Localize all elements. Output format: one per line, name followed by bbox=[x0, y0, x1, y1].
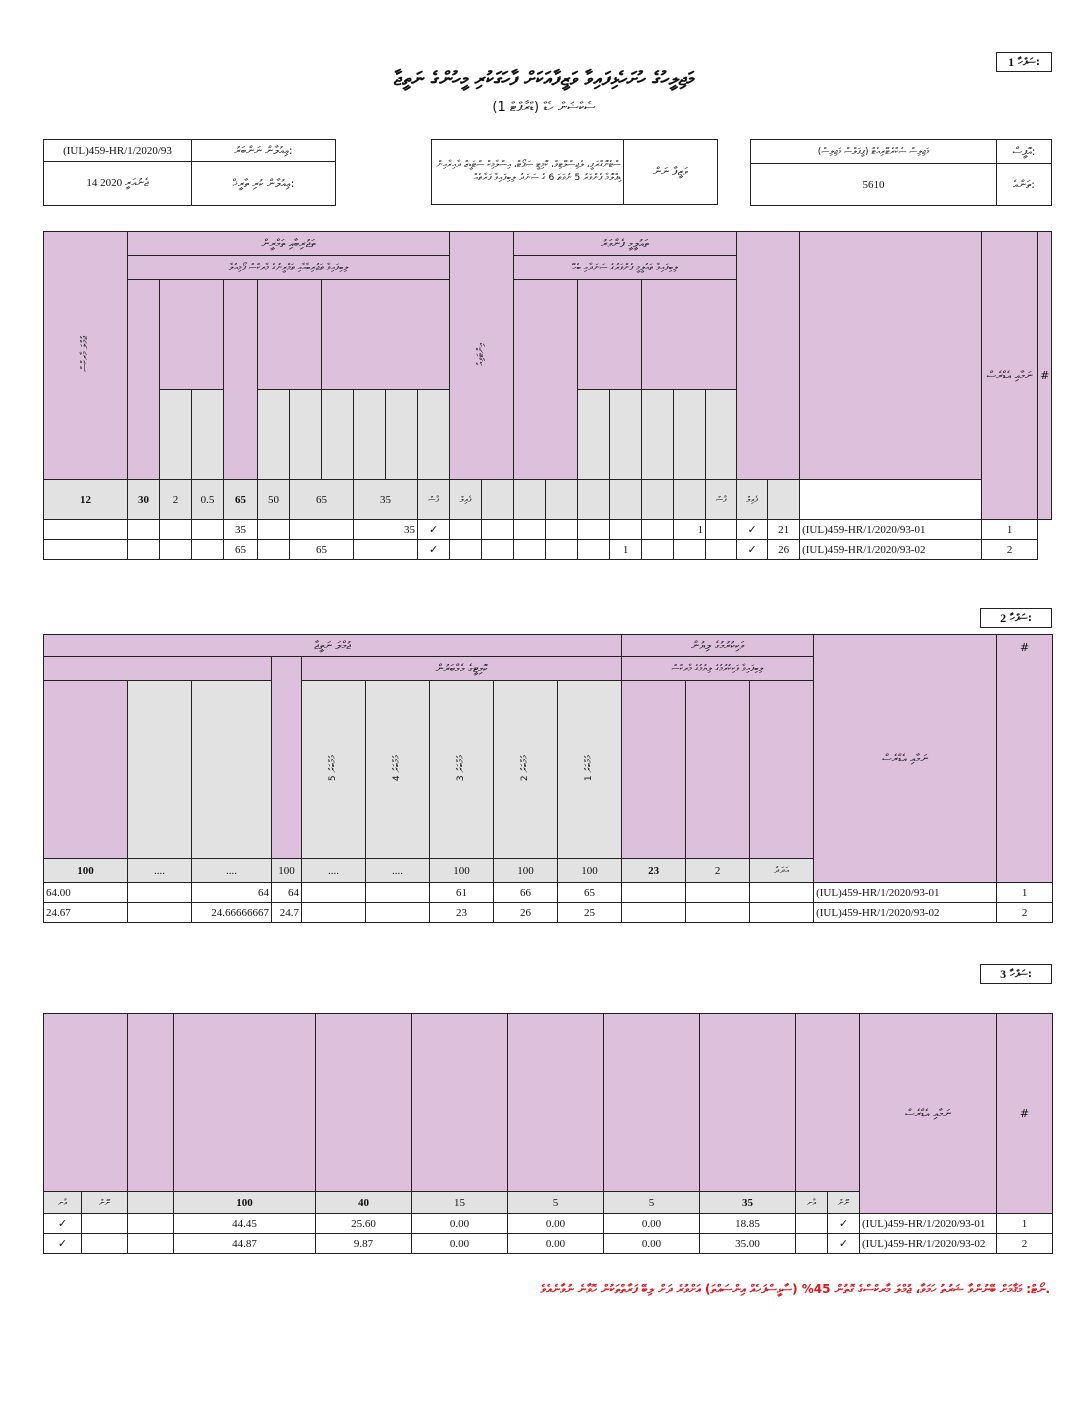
weight-c2: 2 bbox=[160, 480, 192, 520]
p2-row2-avg2: 24.66666667 bbox=[192, 903, 272, 923]
p2-row1-num: 1 bbox=[997, 883, 1053, 903]
row1-age: 21 bbox=[768, 520, 800, 540]
weight-interview: 30 bbox=[128, 480, 160, 520]
p3-yes-left: އާނ bbox=[44, 1192, 82, 1214]
w-c2: .... bbox=[192, 859, 272, 883]
p2-row1-m2: 66 bbox=[494, 883, 558, 903]
row1-qcheck: ✓ bbox=[737, 520, 768, 540]
col-hash-header: # bbox=[1038, 232, 1052, 520]
office-value: މަޖިލިސް ސެކްރެޓޭރިއެޓް (ޕީޕަލްސް މަޖިލިސް) bbox=[751, 140, 997, 164]
grp-right-header: ތައުލީމީ ފެންވަރު bbox=[514, 232, 737, 256]
exam-subheader: ލިބިފައިވާ ވަކިކުރުމުގެ ލިޔުމުގެ މާރކްސް bbox=[622, 657, 814, 681]
p3-w-4: 15 bbox=[412, 1192, 508, 1214]
col-hash-header-2: # bbox=[997, 635, 1053, 883]
p3-row2-ref: (IUL)459-HR/1/2020/93-02 bbox=[860, 1234, 997, 1254]
row2-marks: 65 bbox=[290, 540, 354, 560]
w-m2: 100 bbox=[494, 859, 558, 883]
w-pass: 2 bbox=[686, 859, 750, 883]
table-row bbox=[44, 540, 1052, 560]
p3-row1-total: 44.45 bbox=[174, 1214, 316, 1234]
page-subtitle: ސެކްޝަން ހެޑް (ޑްރާފްޓް 1) bbox=[492, 100, 596, 115]
weight-c7: 35 bbox=[354, 480, 418, 520]
weight-c6: 65 bbox=[290, 480, 354, 520]
row1-num: 1 bbox=[982, 520, 1038, 540]
p3-row1-num: 1 bbox=[997, 1214, 1053, 1234]
w-na: އަދަދު bbox=[750, 859, 814, 883]
p3-row2-c3: 0.00 bbox=[508, 1234, 604, 1254]
p3-row2-c5: 9.87 bbox=[316, 1234, 412, 1254]
weight-no-1: ފެއިލް bbox=[450, 480, 482, 520]
info-box-right bbox=[750, 139, 1052, 206]
p2-row2-ref: (IUL)459-HR/1/2020/93-02 bbox=[814, 903, 997, 923]
table-row bbox=[44, 520, 1052, 540]
p3-row2-c4: 0.00 bbox=[412, 1234, 508, 1254]
ref-value: (IUL)459-HR/1/2020/93 bbox=[44, 140, 192, 162]
p3-row1-c2: 0.00 bbox=[604, 1214, 700, 1234]
page-number-box-3 bbox=[980, 964, 1052, 984]
w-avg: 100 bbox=[272, 859, 302, 883]
results-table-2 bbox=[43, 634, 1053, 923]
p3-row1-right-check: ✓ bbox=[828, 1214, 860, 1234]
col-name-header-3: ނަމާއި އެޑްރެސް bbox=[860, 1014, 997, 1214]
row1-total: 35 bbox=[224, 520, 258, 540]
p2-row2-m1: 25 bbox=[558, 903, 622, 923]
weight-yes-2: ފާސް bbox=[706, 480, 737, 520]
w-m5: .... bbox=[302, 859, 366, 883]
page-title: މަޖިލީހުގެ ހުށަހެޅިފައިވާ ވަޒީފާއަކަށް ފާހަގަކުރި މީހުންގެ ނަތީޖާ bbox=[393, 68, 695, 90]
w-c1: .... bbox=[128, 859, 192, 883]
p3-row1-c1: 18.85 bbox=[700, 1214, 796, 1234]
office-code: 5610 bbox=[751, 164, 997, 206]
p3-row2-c2: 0.00 bbox=[604, 1234, 700, 1254]
table-row bbox=[44, 883, 1053, 903]
row2-ref: (IUL)459-HR/1/2020/93-02 bbox=[800, 540, 982, 560]
weight-yes-1: ފާސް bbox=[418, 480, 450, 520]
page-label-3: ސަފްހާ: bbox=[1010, 968, 1032, 980]
page-number-2: 2 bbox=[1000, 610, 1007, 625]
row2-total: 65 bbox=[224, 540, 258, 560]
office-code-label: ތަންއެ: bbox=[997, 164, 1052, 206]
p2-row2-num: 2 bbox=[997, 903, 1053, 923]
col-name-header-2: ނަމާއި އެޑްރެސް bbox=[814, 635, 997, 883]
page-label-2: ސަފްހާ: bbox=[1010, 612, 1032, 624]
date-label: ޢިއުލާން ކުރި ތާރީޚް: bbox=[192, 162, 336, 206]
p3-row2-left-check: ✓ bbox=[44, 1234, 82, 1254]
p3-no-right: ނޫން bbox=[828, 1192, 860, 1214]
weight-c5: 50 bbox=[258, 480, 290, 520]
exam-header: ވަކިކުރުމުގެ ލިޔުން bbox=[622, 635, 814, 657]
p3-no-left: ނޫން bbox=[82, 1192, 128, 1214]
row2-age: 26 bbox=[768, 540, 800, 560]
grp-right-subheader: ލިބިފައިވާ ތައުލީމީ ފެންވަރުގެ ސަނަދާއި ބެހޭ bbox=[514, 256, 737, 280]
w-written: 23 bbox=[622, 859, 686, 883]
p3-w-1: 35 bbox=[700, 1192, 796, 1214]
member-1-header: 1 މެމްބަރު bbox=[583, 754, 594, 782]
w-m4: .... bbox=[366, 859, 430, 883]
page-number-3: 3 bbox=[1000, 966, 1007, 981]
w-m3: 100 bbox=[430, 859, 494, 883]
p3-row2-c1: 35.00 bbox=[700, 1234, 796, 1254]
p3-row1-c5: 25.60 bbox=[316, 1214, 412, 1234]
col-total-header: ޖުމްލަ މާރކްސް bbox=[79, 336, 90, 372]
p2-row1-m1: 65 bbox=[558, 883, 622, 903]
p2-row1-m3: 61 bbox=[430, 883, 494, 903]
weight-no-2: ފެއިލް bbox=[737, 480, 768, 520]
p2-row1-avg: 64 bbox=[272, 883, 302, 903]
row2-qcheck: ✓ bbox=[737, 540, 768, 560]
p3-w-5: 40 bbox=[316, 1192, 412, 1214]
p3-yes-right: އާނ bbox=[796, 1192, 828, 1214]
p2-row1-avg2: 64 bbox=[192, 883, 272, 903]
page-number-box-2 bbox=[980, 608, 1052, 628]
w-total: 100 bbox=[44, 859, 128, 883]
row1-marks: 35 bbox=[354, 520, 418, 540]
p3-w-total: 100 bbox=[174, 1192, 316, 1214]
p3-w-2: 5 bbox=[604, 1192, 700, 1214]
member-2-header: 2 މެމްބަރު bbox=[519, 754, 530, 782]
weight-experience: 65 bbox=[224, 480, 258, 520]
col-name-header: ނަމާއި އެޑްރެސް bbox=[982, 232, 1038, 520]
office-label: އޮފީސް: bbox=[997, 140, 1052, 164]
p2-row1-total: 64.00 bbox=[44, 883, 128, 903]
row2-num: 2 bbox=[982, 540, 1038, 560]
table-row bbox=[44, 1214, 1053, 1234]
row2-qual: 1 bbox=[610, 540, 642, 560]
job-description: ސްޓެނޮގްރަފީ، ލެޖިސްލޭޓިވް، ކޮމިޓީ ސަޕޯޓް، އިސްލާމިކް ސްޓަޑީޒް ދާއިރާއިން ޑިޕްލޮމާ ފެންވަރު 5 ނުވަތަ 6 ގެ ސަނަދު ލިބިފައިވާ ފަރާތެއް bbox=[432, 140, 624, 205]
p3-row1-left-check: ✓ bbox=[44, 1214, 82, 1234]
member-4-header: 4 މެމްބަރު bbox=[391, 754, 402, 782]
p2-row2-m2: 26 bbox=[494, 903, 558, 923]
p3-row1-c3: 0.00 bbox=[508, 1214, 604, 1234]
row1-ref: (IUL)459-HR/1/2020/93-01 bbox=[800, 520, 982, 540]
p3-row2-right-check: ✓ bbox=[828, 1234, 860, 1254]
col-hash-header-3: # bbox=[997, 1014, 1053, 1214]
results-subheader: ކޮމިޓީގެ މެމްބަރުން bbox=[302, 657, 622, 681]
page-label: ސަފްހާ: bbox=[1018, 56, 1040, 68]
results-table-1 bbox=[43, 231, 1052, 560]
p3-row2-total: 44.87 bbox=[174, 1234, 316, 1254]
member-5-header: 5 މެމްބަރު bbox=[327, 754, 338, 782]
job-label: ވަޒީފާ ނަން bbox=[624, 140, 718, 205]
row2-check: ✓ bbox=[418, 540, 450, 560]
member-3-header: 3 މެމްބަރު bbox=[455, 754, 466, 782]
row1-qual: 1 bbox=[674, 520, 706, 540]
table-row bbox=[44, 1234, 1053, 1254]
p3-w-3: 5 bbox=[508, 1192, 604, 1214]
results-header: ޖުމްލަ ނަތީޖާ bbox=[44, 635, 622, 657]
p2-row2-total: 24.67 bbox=[44, 903, 128, 923]
p3-row1-c4: 0.00 bbox=[412, 1214, 508, 1234]
ref-label: ޢިއުލާން ނަންބަރު: bbox=[192, 140, 336, 162]
results-table-3 bbox=[43, 1013, 1053, 1254]
weight-c3: 0.5 bbox=[192, 480, 224, 520]
info-box-middle bbox=[431, 139, 718, 205]
weight-total: 12 bbox=[44, 480, 128, 520]
page-number: 1 bbox=[1008, 54, 1015, 69]
w-m1: 100 bbox=[558, 859, 622, 883]
p2-row1-ref: (IUL)459-HR/1/2020/93-01 bbox=[814, 883, 997, 903]
p2-row2-avg: 24.7 bbox=[272, 903, 302, 923]
p3-row2-num: 2 bbox=[997, 1234, 1053, 1254]
row1-check: ✓ bbox=[418, 520, 450, 540]
p3-row1-ref: (IUL)459-HR/1/2020/93-01 bbox=[860, 1214, 997, 1234]
grp-left-header: ތަޖުރިބާއި ތަމްރީން bbox=[128, 232, 450, 256]
footnote: ނޯޓް: މަޤާމަށް ބޭނުންވާ ޝަރުތު ހަމަވާ، ޖުމްލަ މާރކްސްގެ ގޮތުން 45% (ސާޅީސްފަހެއް އިންސައްތަ) އަށްވުރެ ދަށް ލިބޭ ފަރާތްތަކުން ހޮވާނެ ނުވާނެއެވެ. bbox=[540, 1282, 1050, 1296]
grp-left-subheader: ލިބިފައިވާ ތަޖުރިބާއާއި ތަމްރީނުގެ މާރކްސް ފޯމިއުލާ bbox=[128, 256, 450, 280]
date-value: 14 ޖެނުއަރީ 2020 bbox=[44, 162, 192, 206]
col-interview-header: އިންޓަވިއު bbox=[475, 342, 486, 366]
p2-row2-m3: 23 bbox=[430, 903, 494, 923]
table-row bbox=[44, 903, 1053, 923]
info-box-left bbox=[43, 139, 336, 206]
